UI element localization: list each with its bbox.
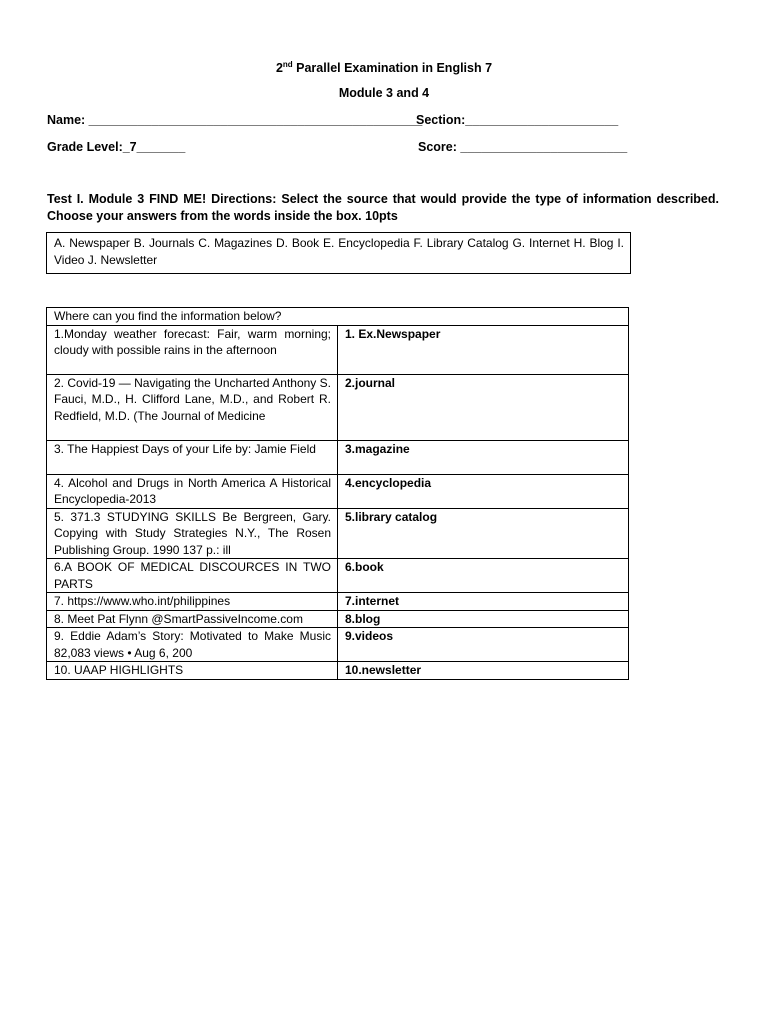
table-row (47, 628, 629, 662)
question-cell: 7. https://www.who.int/philippines (47, 593, 338, 611)
answer-cell[interactable]: 8.blog (338, 610, 629, 628)
table-row (47, 559, 629, 593)
exam-subtitle: Module 3 and 4 (338, 86, 430, 100)
question-cell: 8. Meet Pat Flynn @SmartPassiveIncome.com (47, 610, 338, 628)
answer-cell[interactable]: 1. Ex.Newspaper (338, 325, 629, 374)
question-cell: 6.A BOOK OF MEDICAL DISCOURCES IN TWO PARTS (47, 559, 338, 593)
question-cell: 2. Covid-19 — Navigating the Uncharted Anthony S. Fauci, M.D., H. Clifford Lane, M.D., and Robert R. Redfield, M.D. (The Journal of Medicine (47, 374, 338, 440)
name-field: Name: ________________________________________________ (47, 113, 423, 127)
answer-cell[interactable]: 9.videos (338, 628, 629, 662)
score-field: Score: ________________________ (418, 140, 628, 154)
choices-box: A. Newspaper B. Journals C. Magazines D. Book E. Encyclopedia F. Library Catalog G. Internet H. Blog I. Video J. Newsletter (46, 232, 631, 274)
table-header: Where can you find the information below? (47, 308, 629, 326)
answer-cell[interactable]: 4.encyclopedia (338, 474, 629, 508)
test-directions (47, 191, 719, 225)
answer-cell[interactable]: 5.library catalog (338, 508, 629, 559)
title-rest: Parallel Examination in English 7 (292, 61, 493, 76)
answer-cell[interactable]: 2.journal (338, 374, 629, 440)
question-cell: 1.Monday weather forecast: Fair, warm morning; cloudy with possible rains in the afternoon (47, 325, 338, 374)
answer-cell[interactable]: 6.book (338, 559, 629, 593)
question-cell: 3. The Happiest Days of your Life by: Jamie Field (47, 440, 338, 474)
grade-level-field: Grade Level:_7_______ (47, 140, 186, 154)
table-row (47, 474, 629, 508)
answer-cell[interactable]: 7.internet (338, 593, 629, 611)
question-cell: 10. UAAP HIGHLIGHTS (47, 662, 338, 680)
table-row (47, 610, 629, 628)
table-row (47, 374, 629, 440)
table-row (47, 593, 629, 611)
table-row (47, 662, 629, 680)
test-heading: Test I. Module 3 FIND ME! (47, 192, 207, 206)
section-field: Section:______________________ (416, 113, 619, 127)
table-row (47, 440, 629, 474)
title-prefix: 2 (275, 61, 283, 76)
answer-cell[interactable]: 10.newsletter (338, 662, 629, 680)
table-row (47, 325, 629, 374)
question-cell: 5. 371.3 STUDYING SKILLS Be Bergreen, Gary. Copying with Study Strategies N.Y., The Rosen Publishing Group. 1990 137 p.: ill (47, 508, 338, 559)
title-superscript: nd (282, 60, 293, 69)
answer-cell[interactable]: 3.magazine (338, 440, 629, 474)
answer-table (46, 307, 629, 680)
directions-text: Directions: Select the source that would provide the type of information described. Choose your answers from the words inside the box. 10pts (47, 192, 719, 223)
table-row (47, 508, 629, 559)
table-header-row (47, 308, 629, 326)
question-cell: 4. Alcohol and Drugs in North America A Historical Encyclopedia-2013 (47, 474, 338, 508)
exam-title (0, 60, 768, 75)
question-cell: 9. Eddie Adam’s Story: Motivated to Make Music 82,083 views • Aug 6, 200 (47, 628, 338, 662)
